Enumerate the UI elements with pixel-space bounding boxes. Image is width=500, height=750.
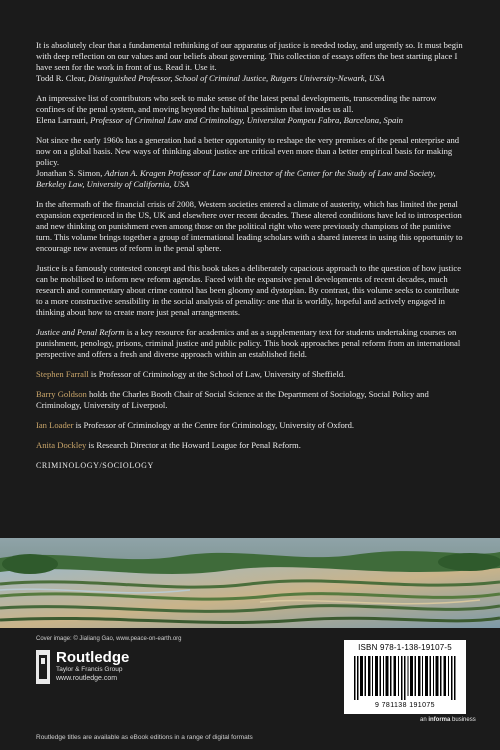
endorsement-1 <box>36 40 466 84</box>
endorsement-attribution: Elena Larrauri, Professor of Criminal Law and Criminology, Universitat Pompeu Fabra, Barcelona, Spain <box>36 115 403 125</box>
back-cover-footer <box>0 628 500 750</box>
publisher-website: www.routledge.com <box>56 675 118 682</box>
routledge-logo-icon <box>36 650 50 684</box>
barcode-icon <box>354 656 456 705</box>
rice-terraces-image <box>0 538 500 628</box>
isbn-label: ISBN 978-1-138-19107-5 <box>358 643 452 652</box>
endorsement-attribution: Todd R. Clear, Distinguished Professor, School of Criminal Justice, Rutgers University-Newark, USA <box>36 73 385 83</box>
book-title: Justice and Penal Reform <box>36 327 125 337</box>
ebook-availability-note: Routledge titles are available as eBook editions in a range of digital formats <box>36 734 253 741</box>
endorsement-text: It is absolutely clear that a fundamental rethinking of our apparatus of justice is needed today, and urgently so. It must begin with deep reflection on our values and our beliefs about governing. This collection of essays offers the best starting place I have seen for the work in front of us. Read it. Use it. <box>36 40 463 72</box>
subject-category: CRIMINOLOGY/SOCIOLOGY <box>36 461 154 470</box>
editor-name: Anita Dockley <box>36 440 87 450</box>
cover-landscape-image <box>0 538 500 628</box>
editor-bio: Barry Goldson holds the Charles Booth Chair of Social Science at the Department of Sociology, Social Policy and Criminology, University of Liverpool. <box>36 389 429 410</box>
publisher-logo <box>36 650 129 684</box>
editor-name: Ian Loader <box>36 420 74 430</box>
description-paragraph: Justice and Penal Reform is a key resource for academics and as a supplementary text for students undertaking courses on punishment, penology, prisons, criminal justice and public policy. This book approaches penal reform from an international perspective and offers a fresh and diverse approach within an established field. <box>36 327 461 359</box>
endorsement-text: An impressive list of contributors who seek to make sense of the latest penal developments, transcending the narrow confines of the penal system, and moving beyond the habitual pessimism that invades us all. <box>36 93 437 114</box>
endorsement-text: Not since the early 1960s has a generation had a better opportunity to reshape the very premises of the penal enterprise and now on a global basis. New ways of thinking about justice are critical even more than a better empirical basis for making policy. <box>36 135 460 167</box>
publisher-name: Routledge <box>56 649 130 666</box>
endorsement-3 <box>36 135 466 190</box>
back-cover-text <box>36 40 466 471</box>
endorsement-2 <box>36 93 466 126</box>
barcode-number: 9 781138 191075 <box>375 702 435 709</box>
description-paragraph: In the aftermath of the financial crisis of 2008, Western societies entered a climate of austerity, which has limited the penal expansion experienced in the US, UK and elsewhere over recent decades. These altered conditions have led to introspection and new thinking on punishment even among those on the political right who were previously champions of the punitive turn. This volume brings together a group of international leading scholars with a shared interest in using this opportunity to encourage new avenues of reform in the penal sphere. <box>36 199 463 253</box>
editor-bio: Ian Loader is Professor of Criminology at the Centre for Criminology, University of Oxford. <box>36 420 355 430</box>
description-paragraph: Justice is a famously contested concept and this book takes a deliberately capacious approach to the question of how justice can be mobilised to inform new reform agendas. Faced with the expansive penal developments of recent decades, much research and commentary about crime control has been gloomy and dystopian. By contrast, this volume seeks to contribute to a more constructive sensibility in the social analysis of penality: one that is worldly, hopeful and actively engaged in thinking about how to create more just penal arrangements. <box>36 263 462 317</box>
editor-name: Barry Goldson <box>36 389 87 399</box>
cover-image-credit: Cover image: © Jialiang Gao, www.peace-on-earth.org <box>36 636 182 642</box>
editor-bio: Stephen Farrall is Professor of Criminology at the School of Law, University of Sheffield. <box>36 369 346 379</box>
editor-bio: Anita Dockley is Research Director at the Howard League for Penal Reform. <box>36 440 301 450</box>
editor-name: Stephen Farrall <box>36 369 89 379</box>
publisher-group: Taylor & Francis Group <box>56 666 123 673</box>
isbn-barcode <box>344 640 466 714</box>
endorsement-attribution: Jonathan S. Simon, Adrian A. Kragen Professor of Law and Director of the Center for the Study of Law and Society, Berkeley Law, University of California, USA <box>36 168 436 189</box>
informa-business-label: an informa business <box>420 717 476 723</box>
